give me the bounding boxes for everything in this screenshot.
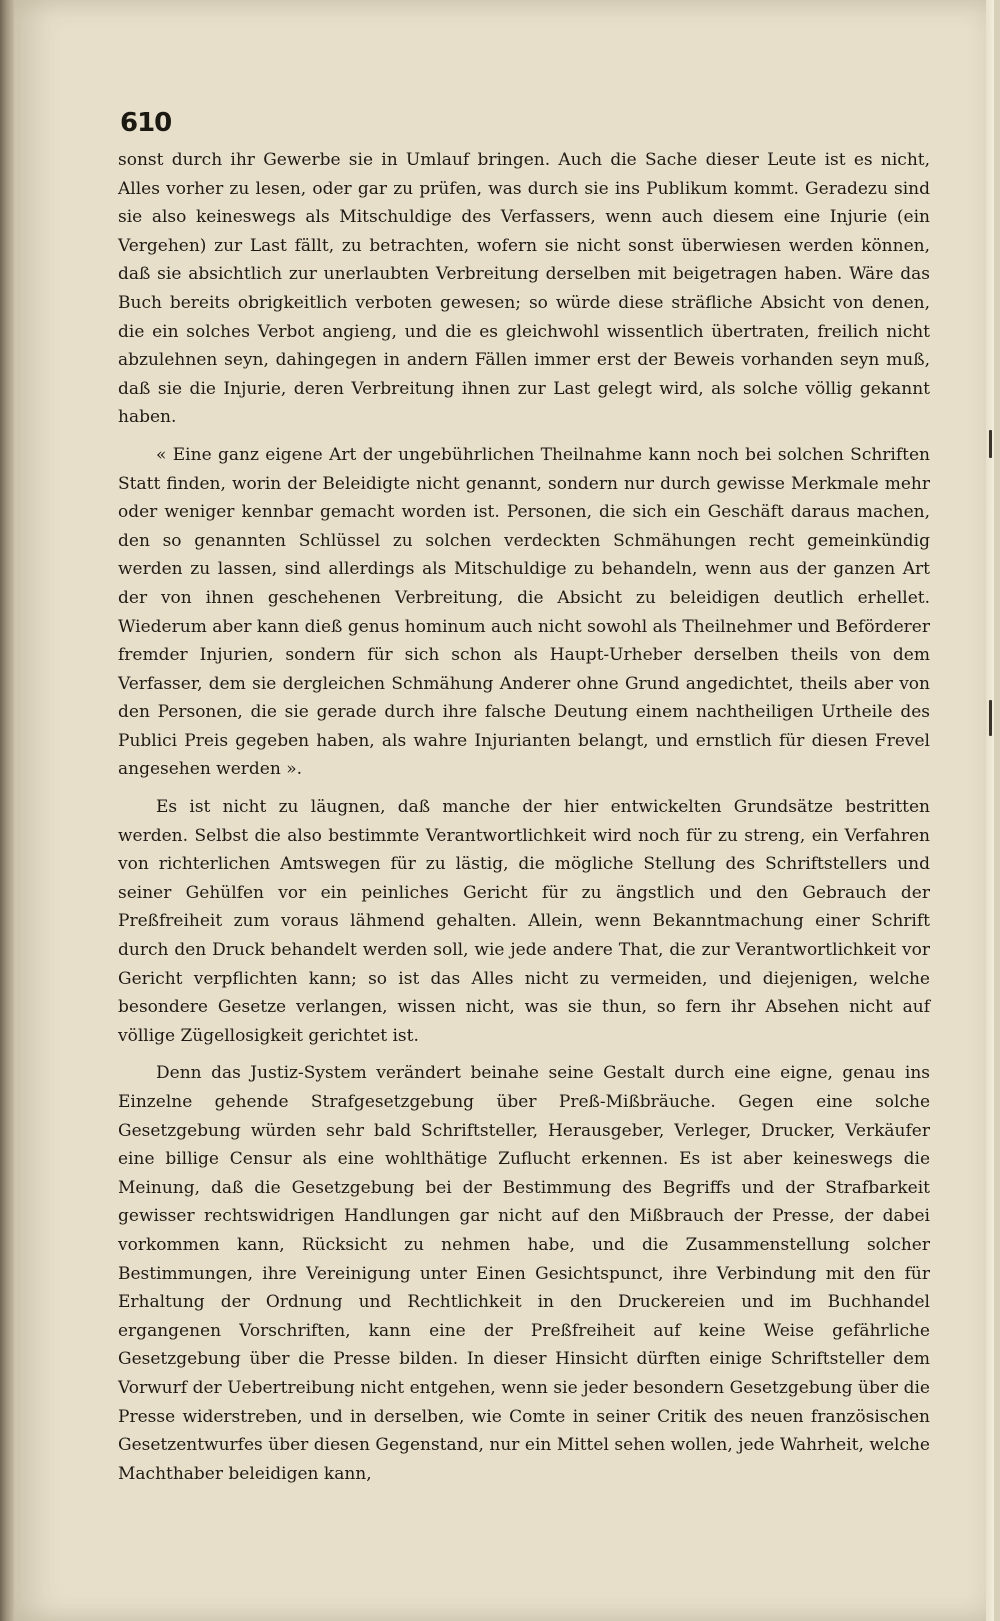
page-number: 610 [120, 108, 172, 138]
edge-mark [989, 700, 992, 736]
paragraph-justice-system: Denn das Justiz-System verändert beinahe seine Gestalt durch eine eigne, genau ins Einzelne gehende Strafgesetzgebung über Preß-Mißbräuche. Gegen eine solche Gesetzgebung würden sehr bald Schriftsteller, Herausgeber, Verleger, Drucker, Verkäufer eine billige Censur als eine wohlthätige Zuflucht erkennen. Es ist aber keineswegs die Meinung, daß die Gesetzgebung bei der Bestimmung des Begriffs und der Strafbarkeit gewisser rechtswidrigen Handlungen gar nicht auf den Mißbrauch der Presse, der dabei vorkommen kann, Rücksicht zu nehmen habe, und die Zusammenstellung solcher Bestimmungen, ihre Vereinigung unter Einen Gesichtspunct, ihre Verbindung mit den für Erhaltung der Ordnung und Rechtlichkeit in den Druckereien und im Buchhandel ergangenen Vorschriften, kann eine der Preßfreiheit auf keine Weise gefährliche Gesetzgebung über die Presse bilden. In dieser Hinsicht dürften einige Schriftsteller dem Vorwurf der Uebertreibung nicht entgehen, wenn sie jeder besondern Gesetzgebung über die Presse widerstreben, und in derselben, wie Comte in seiner Critik des neuen französischen Gesetzentwurfes über diesen Gegenstand, nur ein Mittel sehen wollen, jede Wahrheit, welche Machthaber beleidigen kann, [118, 1063, 930, 1484]
body-text [118, 146, 930, 1488]
page-right-edge [986, 0, 994, 1621]
edge-mark [989, 430, 992, 458]
paragraph-objections: Es ist nicht zu läugnen, daß manche der hier entwickelten Grundsätze bestritten werden. Selbst die also bestimmte Verantwortlichkeit wird noch für zu streng, ein Verfahren von richterlichen Amtswegen für zu lästig, die mögliche Stellung des Schriftstellers und seiner Gehülfen vor ein peinliches Gericht für zu ängstlich und den Gebrauch der Preßfreiheit zum voraus lähmend gehalten. Allein, wenn Bekanntmachung einer Schrift durch den Druck behandelt werden soll, wie jede andere That, die zur Verantwortlichkeit vor Gericht verpflichten kann; so ist das Alles nicht zu vermeiden, und diejenigen, welche besondere Gesetze verlangen, wissen nicht, was sie thun, so fern ihr Absehen nicht auf völlige Zügellosigkeit gerichtet ist. [118, 797, 930, 1046]
paragraph-continuation: sonst durch ihr Gewerbe sie in Umlauf bringen. Auch die Sache dieser Leute ist es nicht, Alles vorher zu lesen, oder gar zu prüfen, was durch sie ins Publikum kommt. Geradezu sind sie also keineswegs als Mitschuldige des Verfassers, wenn auch diesem eine Injurie (ein Vergehen) zur Last fällt, zu betrachten, wofern sie nicht sonst überwiesen werden können, daß sie absichtlich zur unerlaubten Verbreitung derselben mit beigetragen haben. Wäre das Buch bereits obrigkeitlich verboten gewesen; so würde diese sträfliche Absicht von denen, die ein solches Verbot angieng, und die es gleichwohl wissentlich übertraten, freilich nicht abzulehnen seyn, dahingegen in andern Fällen immer erst der Beweis vorhanden seyn muß, daß sie die Injurie, deren Verbreitung ihnen zur Last gelegt wird, als solche völlig gekannt haben. [118, 150, 930, 428]
paragraph-quotation: « Eine ganz eigene Art der ungebührlichen Theilnahme kann noch bei solchen Schriften Statt finden, worin der Beleidigte nicht genannt, sondern nur durch gewisse Merkmale mehr oder weniger kennbar gemacht worden ist. Personen, die sich ein Geschäft daraus machen, den so genannten Schlüssel zu solchen verdeckten Schmähungen recht gemeinkündig werden zu lassen, sind allerdings als Mitschuldige zu behandeln, wenn aus der ganzen Art der von ihnen geschehenen Verbreitung, die Absicht zu beleidigen deutlich erhellet. Wiederum aber kann dieß genus hominum auch nicht sowohl als Theilnehmer und Beförderer fremder Injurien, sondern für sich schon als Haupt-Urheber derselben theils von dem Verfasser, dem sie dergleichen Schmähung Anderer ohne Grund angedichtet, theils aber von den Personen, die sie gerade durch ihre falsche Deutung einem nachtheiligen Urtheile des Publici Preis gegeben haben, als wahre Injurianten belangt, und ernstlich für diesen Frevel angesehen werden ». [118, 444, 930, 780]
